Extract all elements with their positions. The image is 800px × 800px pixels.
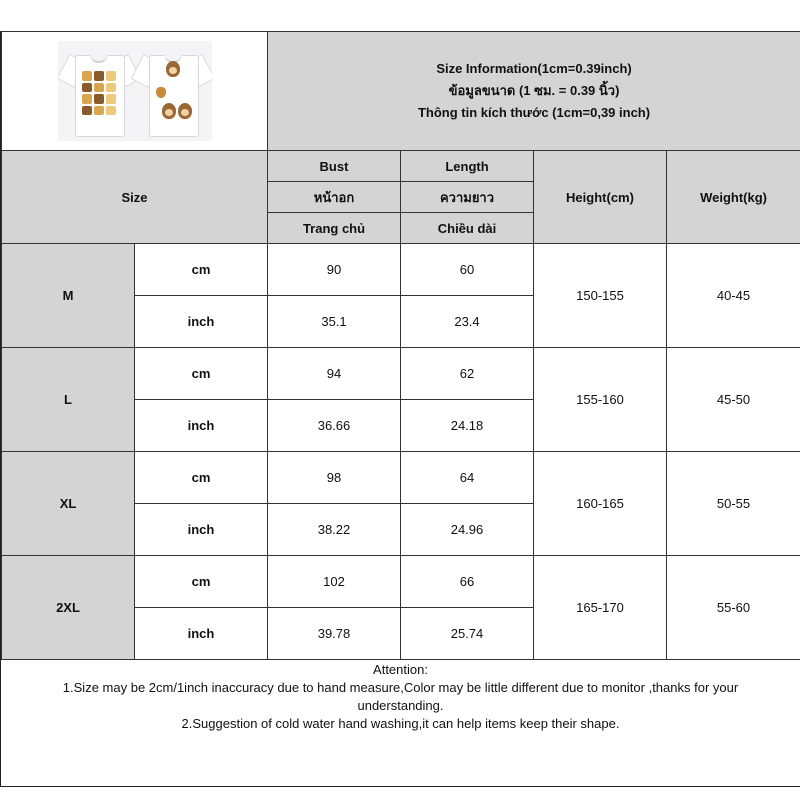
tshirt-back-image (62, 47, 136, 135)
bust-inch-value: 35.1 (268, 296, 401, 348)
height-header: Height(cm) (534, 151, 667, 244)
info-line-vi: Thông tin kích thước (1cm=0,39 inch) (417, 105, 651, 120)
bust-header-en: Bust (268, 151, 401, 182)
table-row (2, 348, 800, 400)
bust-inch-value: 39.78 (268, 608, 401, 660)
length-header-en: Length (401, 151, 534, 182)
unit-label-inch: inch (135, 400, 268, 452)
info-row (2, 32, 800, 151)
length-inch-value: 25.74 (401, 608, 534, 660)
height-value: 160-165 (534, 452, 667, 556)
unit-label-inch: inch (135, 296, 268, 348)
length-cm-value: 62 (401, 348, 534, 400)
weight-value: 50-55 (667, 452, 800, 556)
unit-label-inch: inch (135, 504, 268, 556)
attention-note-1: 1.Size may be 2cm/1inch inaccuracy due to hand measure,Color may be little different due to monitor ,thanks for your understanding. (62, 680, 739, 713)
table-row (2, 452, 800, 504)
unit-label-cm: cm (135, 348, 268, 400)
length-inch-value: 24.96 (401, 504, 534, 556)
height-value: 150-155 (534, 244, 667, 348)
length-cm-value: 64 (401, 452, 534, 504)
size-label: L (2, 348, 135, 452)
acorn-icon (156, 87, 166, 98)
attention-note-2: 2.Suggestion of cold water hand washing,it can help items keep their shape. (181, 716, 620, 731)
info-line-en: Size Information(1cm=0.39inch) (436, 61, 632, 76)
weight-value: 40-45 (667, 244, 800, 348)
length-cm-value: 60 (401, 244, 534, 296)
length-header-vi: Chiều dài (401, 213, 534, 244)
bust-header-vi: Trang chủ (268, 213, 401, 244)
bust-inch-value: 36.66 (268, 400, 401, 452)
height-value: 165-170 (534, 556, 667, 660)
weight-header: Weight(kg) (667, 151, 800, 244)
bust-cm-value: 102 (268, 556, 401, 608)
height-value: 155-160 (534, 348, 667, 452)
table-row (2, 244, 800, 296)
bust-header-th: หน้าอก (268, 182, 401, 213)
bust-cm-value: 98 (268, 452, 401, 504)
cartoon-print-grid (82, 71, 116, 115)
size-table (1, 31, 800, 660)
product-photo-cell (2, 32, 268, 151)
unit-label-inch: inch (135, 608, 268, 660)
column-header-row (2, 151, 800, 182)
product-photo (58, 41, 212, 141)
size-label: XL (2, 452, 135, 556)
weight-value: 55-60 (667, 556, 800, 660)
table-row (2, 556, 800, 608)
length-cm-value: 66 (401, 556, 534, 608)
attention-title: Attention: (373, 662, 428, 677)
size-information-cell (268, 32, 800, 151)
tshirt-front-image (136, 47, 210, 135)
size-label: 2XL (2, 556, 135, 660)
unit-label-cm: cm (135, 452, 268, 504)
bust-inch-value: 38.22 (268, 504, 401, 556)
length-inch-value: 24.18 (401, 400, 534, 452)
length-header-th: ความยาว (401, 182, 534, 213)
length-inch-value: 23.4 (401, 296, 534, 348)
chipmunk-print-icon (178, 103, 192, 119)
size-chart-sheet (0, 31, 800, 787)
attention-notes (1, 661, 800, 733)
size-label: M (2, 244, 135, 348)
chipmunk-print-icon (162, 103, 176, 119)
unit-label-cm: cm (135, 556, 268, 608)
bust-cm-value: 90 (268, 244, 401, 296)
chipmunk-print-icon (166, 61, 180, 77)
unit-label-cm: cm (135, 244, 268, 296)
bust-cm-value: 94 (268, 348, 401, 400)
weight-value: 45-50 (667, 348, 800, 452)
size-title: Size (2, 151, 268, 244)
info-line-th: ข้อมูลขนาด (1 ซม. = 0.39 นิ้ว) (448, 83, 620, 98)
